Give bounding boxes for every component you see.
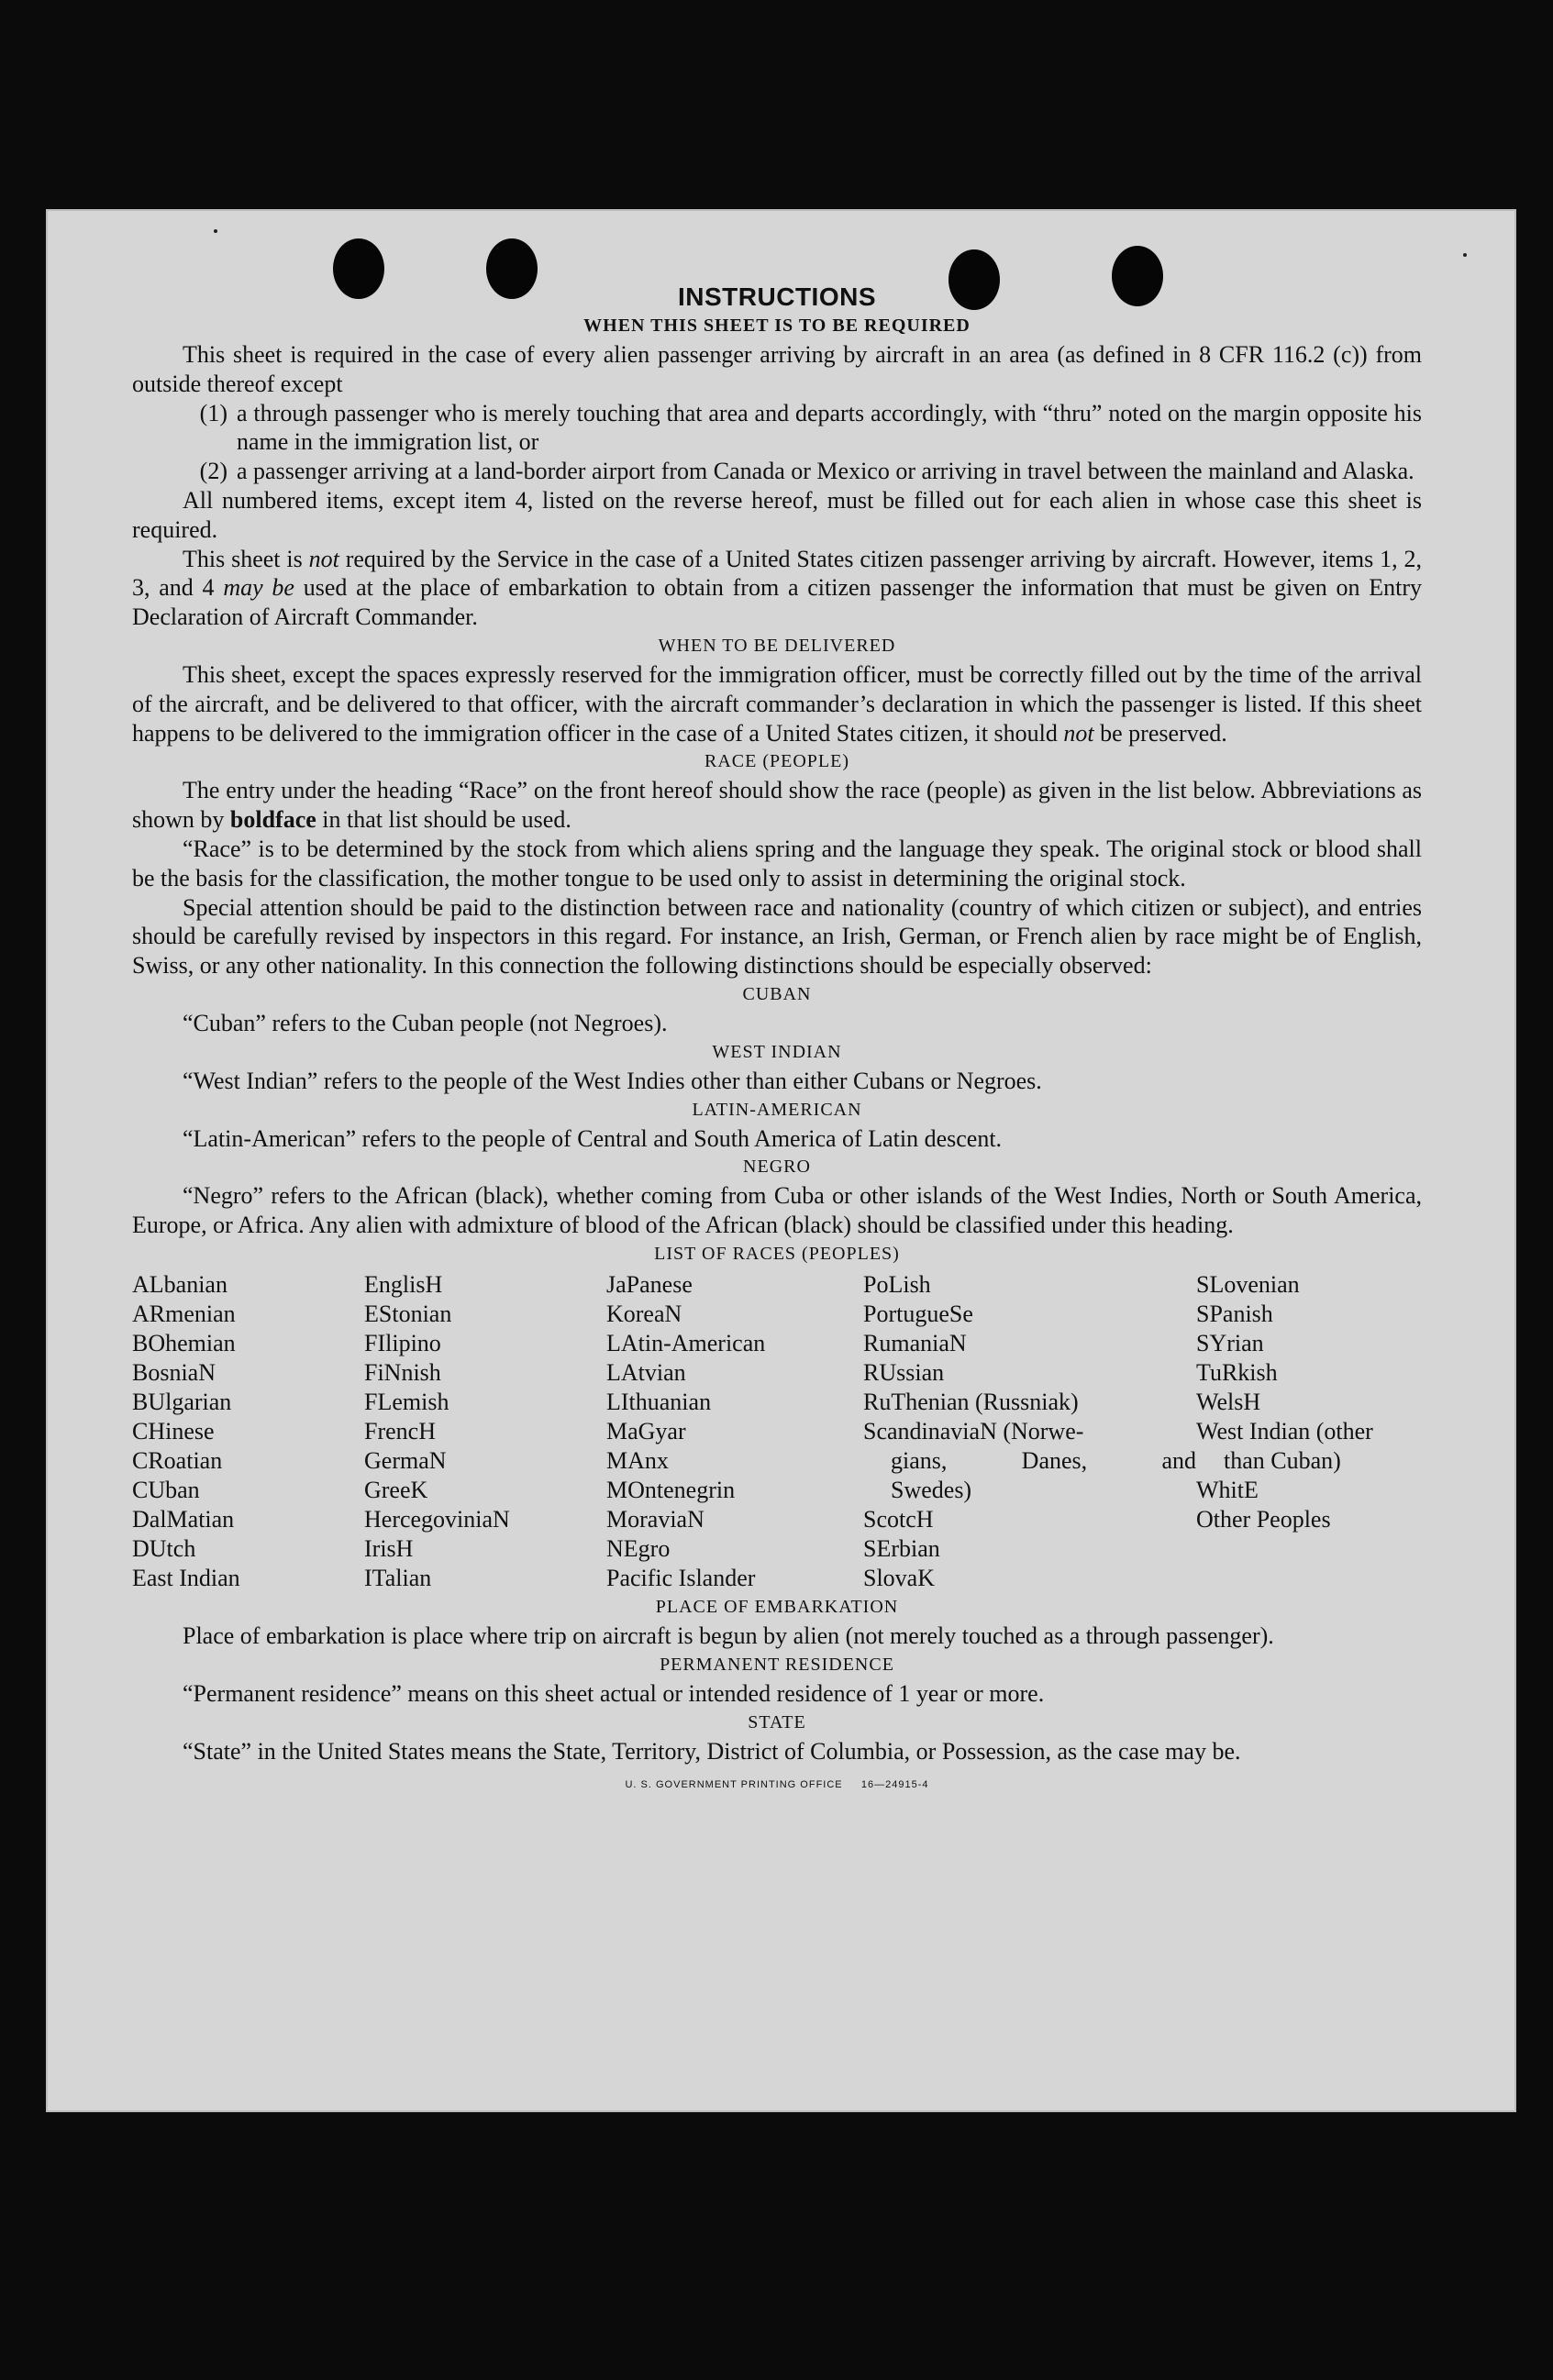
- races-column-1: [132, 1270, 364, 1593]
- state-paragraph: “State” in the United States means the State, Territory, District of Columbia, or Possession, as the case may be.: [183, 1737, 1241, 1765]
- race-entry: EnglisH: [364, 1270, 443, 1298]
- citizen-text-c: used at the place of embarkation to obtain from a citizen passenger the information that must be given on Entry Declaration of Aircraft Commander.: [132, 574, 1423, 631]
- race-entry: FrencH: [364, 1417, 436, 1445]
- races-column-4: [863, 1270, 1196, 1593]
- citizen-text-a: This sheet is: [183, 545, 303, 572]
- races-column-2: [364, 1270, 606, 1593]
- delivered-text-b: be preserved.: [1100, 719, 1227, 747]
- speck: [214, 229, 217, 233]
- race-entry-continued: Swedes): [891, 1476, 972, 1503]
- race-p1-b: in that list should be used.: [322, 806, 571, 834]
- delivered-text-a: This sheet, except the spaces expressly reserved for the immigration officer, must be correctly filled out by the time of the arrival of the aircraft, and be delivered to that officer, with the aircraft commander’s declaration in which the passenger is listed. If this sheet happens to be delivered to the immigration officer in the case of a United States citizen, it should: [132, 660, 1422, 747]
- citizen-paragraph: [132, 545, 1422, 632]
- delivered-text-not: not: [1063, 719, 1094, 747]
- race-entry-continued: than Cuban): [1224, 1446, 1341, 1474]
- race-entry: TuRkish: [1196, 1358, 1278, 1386]
- race-entry: SYrian: [1196, 1329, 1264, 1356]
- race-entry: MaGyar: [606, 1417, 686, 1445]
- when-delivered-paragraph: [132, 660, 1422, 747]
- race-entry: GermaN: [364, 1446, 447, 1474]
- race-entry: FiNnish: [364, 1358, 441, 1386]
- race-entry: WhitE: [1196, 1476, 1259, 1503]
- race-entry: MOntenegrin: [606, 1476, 736, 1503]
- when-required-intro: This sheet is required in the case of every alien passenger arriving by aircraft in an area (as defined in 8 CFR 116.2 (c)) from outside thereof except: [132, 341, 1422, 397]
- race-entry: SPanish: [1196, 1300, 1273, 1327]
- heading-cuban: CUBAN: [742, 983, 812, 1004]
- cuban-paragraph: “Cuban” refers to the Cuban people (not Negroes).: [183, 1009, 668, 1036]
- race-entry: FIlipino: [364, 1329, 441, 1356]
- race-entry: JaPanese: [606, 1270, 693, 1298]
- race-paragraph-1: [132, 776, 1422, 835]
- race-entry: LIthuanian: [606, 1388, 712, 1415]
- race-entry: NEgro: [606, 1534, 671, 1562]
- race-entry: CUban: [132, 1476, 200, 1503]
- exception-text: a through passenger who is merely touching that area and departs accordingly, with “thru” noted on the margin opposite his name in the immigration list, or: [237, 399, 1422, 456]
- race-entry: West Indian (other: [1196, 1417, 1373, 1445]
- race-entry: WelsH: [1196, 1388, 1261, 1415]
- race-entry: SlovaK: [863, 1564, 935, 1591]
- race-entry: RuThenian (Russniak): [863, 1388, 1079, 1415]
- permanent-residence-paragraph: “Permanent residence” means on this sheet actual or intended residence of 1 year or more.: [183, 1679, 1045, 1707]
- race-entry-continued: gians, Danes, and: [891, 1446, 1196, 1474]
- race-entry: BOhemian: [132, 1329, 236, 1356]
- exception-item: [132, 457, 1422, 486]
- race-entry: Pacific Islander: [606, 1564, 756, 1591]
- race-paragraph-3: Special attention should be paid to the distinction between race and nationality (country of which citizen or subject), and entries should be carefully revised by inspectors in this regard. For instance, an Irish, German, or French alien by race might be of English, Swiss, or any other nationality. In this connection the following distinctions should be especially observed:: [132, 893, 1422, 980]
- race-p1-bold: boldface: [229, 806, 316, 834]
- heading-negro: NEGRO: [743, 1157, 811, 1178]
- race-p1-a: The entry under the heading “Race” on the front hereof should show the race (people) as given in the list below. Abbreviations as shown by: [132, 777, 1422, 834]
- race-entry: Other Peoples: [1196, 1505, 1331, 1533]
- heading-list-of-races: LIST OF RACES (PEOPLES): [654, 1243, 900, 1264]
- exception-text: a passenger arriving at a land-border airport from Canada or Mexico or arriving in travel between the mainland and Alaska.: [237, 458, 1414, 485]
- race-entry: CRoatian: [132, 1446, 223, 1474]
- race-entry: LAtin-American: [606, 1329, 766, 1356]
- race-entry: CHinese: [132, 1417, 215, 1445]
- race-entry: HercegoviniaN: [364, 1505, 510, 1533]
- instruction-sheet: [46, 209, 1516, 2112]
- race-entry: ARmenian: [132, 1300, 236, 1327]
- race-entry: LAtvian: [606, 1358, 686, 1386]
- latin-american-paragraph: “Latin-American” refers to the people of Central and South America of Latin descent.: [183, 1124, 1003, 1152]
- heading-race: RACE (PEOPLE): [704, 751, 849, 772]
- races-column-3: [606, 1270, 863, 1593]
- page-title: INSTRUCTIONS: [678, 282, 876, 311]
- race-entry: BosniaN: [132, 1358, 216, 1386]
- heading-when-required: WHEN THIS SHEET IS TO BE REQUIRED: [583, 315, 971, 336]
- race-entry: ScandinaviaN (Norwe-: [863, 1417, 1084, 1445]
- race-entry: ITalian: [364, 1564, 432, 1591]
- heading-when-delivered: WHEN TO BE DELIVERED: [658, 635, 896, 656]
- race-entry: PoLish: [863, 1270, 931, 1298]
- race-entry: RUssian: [863, 1358, 945, 1386]
- heading-place-of-embarkation: PLACE OF EMBARKATION: [655, 1596, 899, 1617]
- race-entry: KoreaN: [606, 1300, 682, 1327]
- heading-permanent-residence: PERMANENT RESIDENCE: [660, 1654, 894, 1675]
- race-entry: SErbian: [863, 1534, 940, 1562]
- race-entry: SLovenian: [1196, 1270, 1300, 1298]
- instructions-content: [132, 282, 1422, 1800]
- race-entry: DUtch: [132, 1534, 196, 1562]
- race-entry: East Indian: [132, 1564, 240, 1591]
- printer-imprint: U. S. GOVERNMENT PRINTING OFFICE 16—24915-4: [625, 1779, 929, 1791]
- race-entry: ALbanian: [132, 1270, 227, 1298]
- west-indian-paragraph: “West Indian” refers to the people of the West Indies other than either Cubans or Negroes.: [183, 1067, 1042, 1094]
- exception-item: [132, 399, 1422, 458]
- races-column-5: [1196, 1270, 1422, 1593]
- exception-number: (1): [199, 399, 227, 426]
- heading-west-indian: WEST INDIAN: [712, 1041, 842, 1062]
- heading-state: STATE: [748, 1711, 806, 1732]
- speck: [1463, 253, 1467, 257]
- race-entry: MoraviaN: [606, 1505, 704, 1533]
- race-paragraph-2: “Race” is to be determined by the stock from which aliens spring and the language they speak. The original stock or blood shall be the basis for the classification, the mother tongue to be used only to assist in determining the original stock.: [132, 835, 1422, 891]
- race-entry: FLemish: [364, 1388, 449, 1415]
- race-entry: GreeK: [364, 1476, 428, 1503]
- race-entry: BUlgarian: [132, 1388, 232, 1415]
- race-entry: ScotcH: [863, 1505, 934, 1533]
- citizen-text-b: required by the Service in the case of a United States citizen passenger arriving by aircraft. However, items 1, 2, 3, and 4: [132, 545, 1423, 602]
- races-list: [132, 1270, 1422, 1593]
- race-entry: DalMatian: [132, 1505, 235, 1533]
- negro-paragraph: “Negro” refers to the African (black), whether coming from Cuba or other islands of the West Indies, North or South America, Europe, or Africa. Any alien with admixture of blood of the African (black) should be classified under this heading.: [132, 1182, 1422, 1239]
- citizen-text-maybe: may be: [223, 574, 294, 602]
- race-entry: MAnx: [606, 1446, 669, 1474]
- heading-latin-american: LATIN-AMERICAN: [692, 1099, 862, 1120]
- citizen-text-not: not: [308, 545, 339, 572]
- exception-number: (2): [199, 458, 227, 485]
- numbered-items-paragraph: All numbered items, except item 4, listed on the reverse hereof, must be filled out for each alien in whose case this sheet is required.: [132, 486, 1422, 543]
- race-entry: IrisH: [364, 1534, 414, 1562]
- race-entry: PortugueSe: [863, 1300, 973, 1327]
- race-entry: EStonian: [364, 1300, 452, 1327]
- place-of-embarkation-paragraph: Place of embarkation is place where trip on aircraft is begun by alien (not merely touched as a through passenger).: [183, 1622, 1274, 1649]
- race-entry: RumaniaN: [863, 1329, 967, 1356]
